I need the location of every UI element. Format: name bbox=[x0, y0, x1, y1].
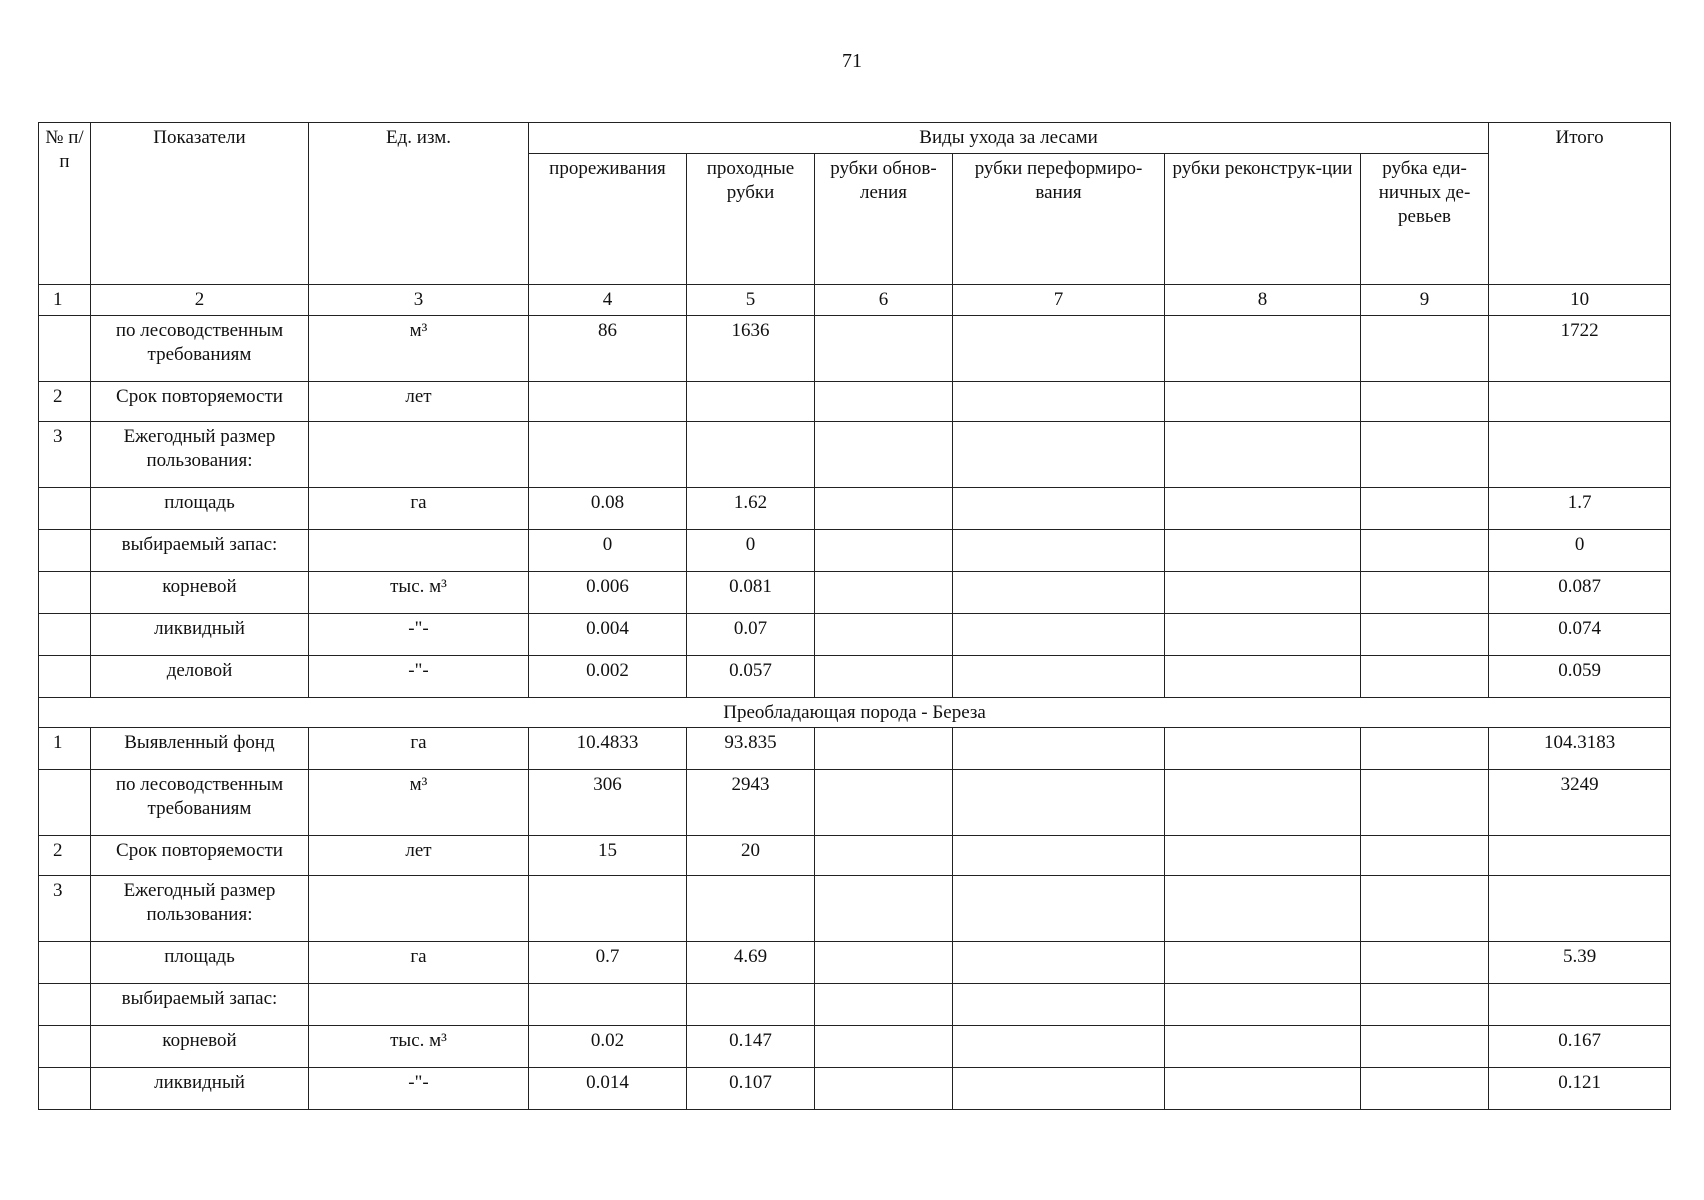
total-cell: 0.121 bbox=[1489, 1068, 1671, 1110]
indicator-cell: выбираемый запас: bbox=[91, 530, 309, 572]
indicator-cell: деловой bbox=[91, 656, 309, 698]
table-row bbox=[39, 1026, 1671, 1068]
value-cell bbox=[1361, 942, 1489, 984]
value-cell: 0.07 bbox=[687, 614, 815, 656]
indicator-cell: по лесоводственным требованиям bbox=[91, 770, 309, 836]
row-number-cell bbox=[39, 488, 91, 530]
total-cell: 1722 bbox=[1489, 316, 1671, 382]
value-cell bbox=[1361, 1068, 1489, 1110]
value-cell: 1.62 bbox=[687, 488, 815, 530]
header-sub-reformation-cutting: рубки переформиро-вания bbox=[953, 154, 1165, 285]
value-cell bbox=[1165, 614, 1361, 656]
value-cell bbox=[953, 488, 1165, 530]
table-row bbox=[39, 422, 1671, 488]
value-cell bbox=[815, 770, 953, 836]
value-cell bbox=[687, 422, 815, 488]
total-cell bbox=[1489, 984, 1671, 1026]
value-cell: 0.002 bbox=[529, 656, 687, 698]
value-cell bbox=[1361, 984, 1489, 1026]
indicator-cell: корневой bbox=[91, 1026, 309, 1068]
row-number-cell: 2 bbox=[39, 836, 91, 876]
row-number-cell: 3 bbox=[39, 876, 91, 942]
value-cell bbox=[815, 530, 953, 572]
value-cell: 0 bbox=[529, 530, 687, 572]
unit-cell: тыс. м³ bbox=[309, 1026, 529, 1068]
unit-cell bbox=[309, 530, 529, 572]
value-cell bbox=[953, 316, 1165, 382]
value-cell bbox=[953, 984, 1165, 1026]
column-number: 1 bbox=[39, 285, 91, 316]
total-cell: 0.087 bbox=[1489, 572, 1671, 614]
indicator-cell: по лесоводственным требованиям bbox=[91, 316, 309, 382]
total-cell: 0.074 bbox=[1489, 614, 1671, 656]
table-row bbox=[39, 614, 1671, 656]
header-sub-single-tree-cutting: рубка еди-ничных де-ревьев bbox=[1361, 154, 1489, 285]
unit-cell bbox=[309, 876, 529, 942]
value-cell: 0.08 bbox=[529, 488, 687, 530]
row-number-cell bbox=[39, 572, 91, 614]
row-number-cell: 3 bbox=[39, 422, 91, 488]
column-number: 8 bbox=[1165, 285, 1361, 316]
value-cell bbox=[1165, 1068, 1361, 1110]
row-number-cell bbox=[39, 942, 91, 984]
value-cell bbox=[1165, 770, 1361, 836]
table-row bbox=[39, 316, 1671, 382]
table-row bbox=[39, 942, 1671, 984]
indicator-cell: ликвидный bbox=[91, 614, 309, 656]
unit-cell: га bbox=[309, 488, 529, 530]
value-cell: 20 bbox=[687, 836, 815, 876]
value-cell: 0.7 bbox=[529, 942, 687, 984]
indicator-cell: Выявленный фонд bbox=[91, 728, 309, 770]
value-cell bbox=[687, 876, 815, 942]
table-row bbox=[39, 728, 1671, 770]
value-cell bbox=[1165, 316, 1361, 382]
table-header bbox=[39, 123, 1671, 316]
row-number-cell: 2 bbox=[39, 382, 91, 422]
header-col-unit: Ед. изм. bbox=[309, 123, 529, 285]
value-cell bbox=[953, 1068, 1165, 1110]
table-row bbox=[39, 1068, 1671, 1110]
table-row bbox=[39, 656, 1671, 698]
header-sub-thinning: прореживания bbox=[529, 154, 687, 285]
value-cell bbox=[1361, 656, 1489, 698]
header-col-no: № п/п bbox=[39, 123, 91, 285]
total-cell: 0.059 bbox=[1489, 656, 1671, 698]
unit-cell: -"- bbox=[309, 656, 529, 698]
value-cell bbox=[1361, 614, 1489, 656]
header-group-title: Виды ухода за лесами bbox=[529, 123, 1489, 154]
value-cell bbox=[815, 614, 953, 656]
value-cell bbox=[1361, 836, 1489, 876]
value-cell bbox=[1165, 382, 1361, 422]
value-cell bbox=[953, 382, 1165, 422]
indicator-cell: Срок повторяемости bbox=[91, 382, 309, 422]
value-cell: 2943 bbox=[687, 770, 815, 836]
value-cell: 0.107 bbox=[687, 1068, 815, 1110]
value-cell: 10.4833 bbox=[529, 728, 687, 770]
row-number-cell bbox=[39, 984, 91, 1026]
unit-cell: -"- bbox=[309, 614, 529, 656]
value-cell: 0.147 bbox=[687, 1026, 815, 1068]
value-cell bbox=[1361, 728, 1489, 770]
value-cell bbox=[953, 422, 1165, 488]
total-cell: 3249 bbox=[1489, 770, 1671, 836]
value-cell: 0.006 bbox=[529, 572, 687, 614]
row-number-cell: 1 bbox=[39, 728, 91, 770]
value-cell: 4.69 bbox=[687, 942, 815, 984]
value-cell bbox=[815, 316, 953, 382]
page-number: 71 bbox=[842, 50, 862, 72]
row-number-cell bbox=[39, 1068, 91, 1110]
table-row bbox=[39, 770, 1671, 836]
table-row bbox=[39, 984, 1671, 1026]
value-cell bbox=[1361, 876, 1489, 942]
header-col-total: Итого bbox=[1489, 123, 1671, 285]
value-cell bbox=[953, 614, 1165, 656]
value-cell bbox=[1361, 530, 1489, 572]
value-cell bbox=[1165, 422, 1361, 488]
table-row bbox=[39, 530, 1671, 572]
column-number: 5 bbox=[687, 285, 815, 316]
value-cell bbox=[815, 382, 953, 422]
value-cell bbox=[953, 530, 1165, 572]
column-number: 10 bbox=[1489, 285, 1671, 316]
section-title: Преобладающая порода - Береза bbox=[39, 698, 1671, 728]
total-cell: 0.167 bbox=[1489, 1026, 1671, 1068]
table-row bbox=[39, 382, 1671, 422]
value-cell bbox=[1361, 316, 1489, 382]
total-cell: 5.39 bbox=[1489, 942, 1671, 984]
value-cell: 0.004 bbox=[529, 614, 687, 656]
column-number: 2 bbox=[91, 285, 309, 316]
row-number-cell bbox=[39, 530, 91, 572]
column-number-row bbox=[39, 285, 1671, 316]
table-body-part1 bbox=[39, 316, 1671, 698]
unit-cell bbox=[309, 422, 529, 488]
unit-cell: м³ bbox=[309, 770, 529, 836]
column-number: 7 bbox=[953, 285, 1165, 316]
total-cell: 104.3183 bbox=[1489, 728, 1671, 770]
unit-cell: м³ bbox=[309, 316, 529, 382]
value-cell bbox=[953, 876, 1165, 942]
value-cell bbox=[529, 382, 687, 422]
total-cell: 1.7 bbox=[1489, 488, 1671, 530]
value-cell: 306 bbox=[529, 770, 687, 836]
total-cell bbox=[1489, 382, 1671, 422]
value-cell bbox=[953, 770, 1165, 836]
value-cell: 0.081 bbox=[687, 572, 815, 614]
column-number: 3 bbox=[309, 285, 529, 316]
value-cell: 0.02 bbox=[529, 1026, 687, 1068]
row-number-cell bbox=[39, 316, 91, 382]
value-cell bbox=[1165, 728, 1361, 770]
unit-cell: -"- bbox=[309, 1068, 529, 1110]
row-number-cell bbox=[39, 770, 91, 836]
value-cell bbox=[815, 836, 953, 876]
header-sub-renewal-cutting: рубки обнов-ления bbox=[815, 154, 953, 285]
value-cell: 1636 bbox=[687, 316, 815, 382]
value-cell: 15 bbox=[529, 836, 687, 876]
unit-cell: лет bbox=[309, 382, 529, 422]
value-cell bbox=[687, 382, 815, 422]
unit-cell bbox=[309, 984, 529, 1026]
value-cell bbox=[815, 572, 953, 614]
indicator-cell: Ежегодный размер пользования: bbox=[91, 422, 309, 488]
value-cell bbox=[529, 876, 687, 942]
header-sub-passage-cutting: проходные рубки bbox=[687, 154, 815, 285]
row-number-cell bbox=[39, 614, 91, 656]
value-cell bbox=[815, 1068, 953, 1110]
forest-care-table bbox=[38, 122, 1671, 1110]
value-cell bbox=[1361, 382, 1489, 422]
value-cell: 0.014 bbox=[529, 1068, 687, 1110]
value-cell bbox=[815, 656, 953, 698]
indicator-cell: площадь bbox=[91, 942, 309, 984]
header-sub-reconstruction-cutting: рубки реконструк-ции bbox=[1165, 154, 1361, 285]
value-cell: 93.835 bbox=[687, 728, 815, 770]
value-cell bbox=[815, 1026, 953, 1068]
value-cell bbox=[953, 656, 1165, 698]
column-number: 6 bbox=[815, 285, 953, 316]
value-cell bbox=[529, 984, 687, 1026]
value-cell bbox=[1165, 572, 1361, 614]
indicator-cell: корневой bbox=[91, 572, 309, 614]
value-cell bbox=[1165, 984, 1361, 1026]
value-cell bbox=[1165, 876, 1361, 942]
indicator-cell: Срок повторяемости bbox=[91, 836, 309, 876]
value-cell bbox=[1361, 770, 1489, 836]
value-cell bbox=[815, 728, 953, 770]
value-cell bbox=[1165, 942, 1361, 984]
unit-cell: тыс. м³ bbox=[309, 572, 529, 614]
value-cell bbox=[815, 942, 953, 984]
indicator-cell: Ежегодный размер пользования: bbox=[91, 876, 309, 942]
value-cell bbox=[1165, 488, 1361, 530]
value-cell bbox=[1361, 1026, 1489, 1068]
row-number-cell bbox=[39, 1026, 91, 1068]
value-cell: 86 bbox=[529, 316, 687, 382]
table-row bbox=[39, 572, 1671, 614]
value-cell: 0.057 bbox=[687, 656, 815, 698]
column-number: 4 bbox=[529, 285, 687, 316]
value-cell bbox=[1165, 1026, 1361, 1068]
table-row bbox=[39, 836, 1671, 876]
value-cell bbox=[1361, 572, 1489, 614]
table-row bbox=[39, 876, 1671, 942]
value-cell bbox=[815, 984, 953, 1026]
value-cell bbox=[953, 836, 1165, 876]
value-cell bbox=[953, 1026, 1165, 1068]
column-number: 9 bbox=[1361, 285, 1489, 316]
table-body-part2 bbox=[39, 728, 1671, 1110]
value-cell bbox=[815, 488, 953, 530]
header-col-indicator: Показатели bbox=[91, 123, 309, 285]
value-cell: 0 bbox=[687, 530, 815, 572]
value-cell bbox=[953, 942, 1165, 984]
table-row bbox=[39, 488, 1671, 530]
value-cell bbox=[1361, 488, 1489, 530]
unit-cell: га bbox=[309, 942, 529, 984]
value-cell bbox=[815, 422, 953, 488]
value-cell bbox=[1165, 656, 1361, 698]
row-number-cell bbox=[39, 656, 91, 698]
value-cell bbox=[687, 984, 815, 1026]
value-cell bbox=[953, 572, 1165, 614]
value-cell bbox=[953, 728, 1165, 770]
value-cell bbox=[1165, 530, 1361, 572]
indicator-cell: ликвидный bbox=[91, 1068, 309, 1110]
indicator-cell: площадь bbox=[91, 488, 309, 530]
total-cell bbox=[1489, 876, 1671, 942]
value-cell bbox=[1361, 422, 1489, 488]
unit-cell: га bbox=[309, 728, 529, 770]
indicator-cell: выбираемый запас: bbox=[91, 984, 309, 1026]
total-cell bbox=[1489, 836, 1671, 876]
value-cell bbox=[529, 422, 687, 488]
value-cell bbox=[815, 876, 953, 942]
table-section bbox=[39, 698, 1671, 728]
total-cell bbox=[1489, 422, 1671, 488]
value-cell bbox=[1165, 836, 1361, 876]
total-cell: 0 bbox=[1489, 530, 1671, 572]
unit-cell: лет bbox=[309, 836, 529, 876]
